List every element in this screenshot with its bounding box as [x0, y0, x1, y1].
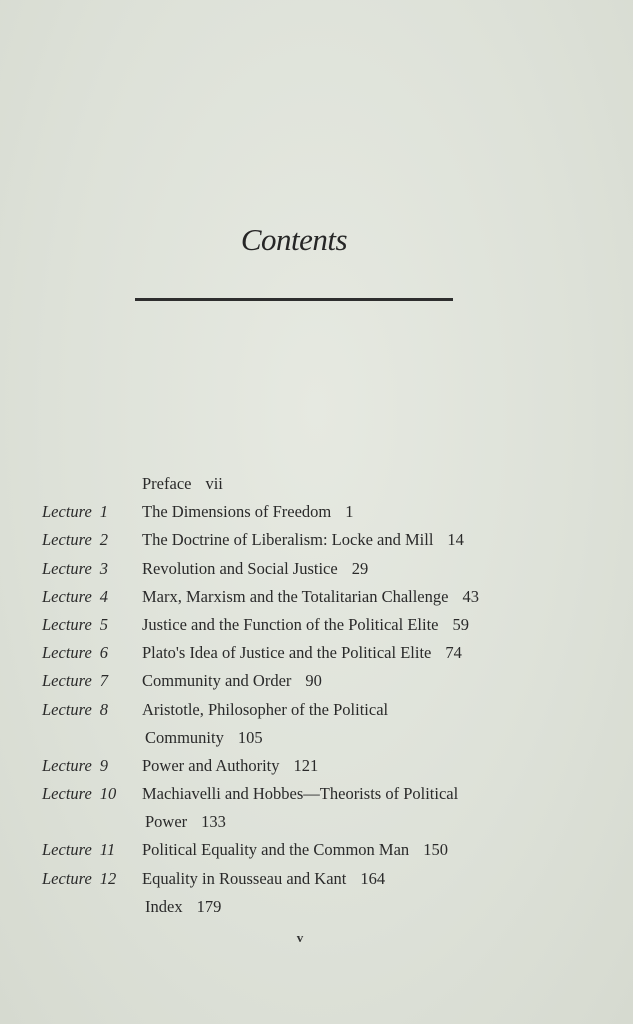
toc-entry-lecture-12 [0, 865, 633, 893]
page-title: Contents [240, 222, 348, 257]
page-number: 105 [237, 727, 263, 747]
lecture-label: Lecture 4 [42, 586, 109, 606]
lecture-label: Lecture 9 [42, 755, 109, 775]
entry-title: Power 133 [145, 812, 226, 832]
lecture-label: Lecture 12 [42, 868, 117, 888]
page-number: 133 [201, 812, 226, 832]
page-number: 74 [445, 643, 462, 663]
table-of-contents [0, 470, 633, 921]
entry-title: Marx, Marxism and the Totalitarian Challenge 43 [142, 586, 479, 606]
toc-entry-lecture-3 [0, 555, 633, 583]
lecture-label: Lecture 7 [42, 671, 109, 691]
entry-title: Community and Order 90 [142, 671, 322, 691]
entry-title: Community 105 [145, 727, 263, 747]
lecture-label: Lecture 3 [42, 558, 109, 578]
entry-title: Political Equality and the Common Man 150 [142, 840, 448, 860]
toc-entry-lecture-6 [0, 639, 633, 667]
toc-entry-lecture-5 [0, 611, 633, 639]
entry-title: Index 179 [145, 896, 222, 916]
lecture-label: Lecture 8 [42, 699, 109, 719]
toc-entry-lecture-11 [0, 836, 633, 864]
toc-entry-lecture-2 [0, 526, 633, 554]
page-number: 179 [196, 896, 222, 916]
page-number: 29 [351, 558, 369, 578]
entry-title: The Dimensions of Freedom 1 [142, 502, 354, 522]
toc-entry-index [0, 893, 633, 921]
toc-entry-lecture-1 [0, 498, 633, 526]
lecture-label: Lecture 1 [42, 502, 109, 522]
toc-entry-lecture-4 [0, 583, 633, 611]
page-number: 14 [447, 530, 464, 550]
toc-entry-lecture-8 [0, 696, 633, 724]
entry-title: Equality in Rousseau and Kant 164 [142, 868, 386, 888]
lecture-label: Lecture 11 [42, 840, 116, 860]
entry-title: Preface vii [142, 474, 223, 493]
page-number: 121 [293, 755, 319, 775]
page-number: 1 [345, 502, 354, 522]
entry-title: Justice and the Function of the Political Elite 59 [142, 614, 469, 634]
entry-title: The Doctrine of Liberalism: Locke and Mill 14 [142, 530, 464, 550]
toc-entry-lecture-10-continued [0, 808, 633, 836]
page-folio: v [296, 930, 304, 945]
entry-title: Revolution and Social Justice 29 [142, 558, 369, 578]
toc-entry-lecture-10 [0, 780, 633, 808]
lecture-label: Lecture 2 [42, 530, 109, 550]
lecture-label: Lecture 5 [42, 614, 109, 634]
toc-entry-preface [0, 470, 633, 498]
page-number: 150 [423, 840, 448, 860]
entry-title: Aristotle, Philosopher of the Political [142, 699, 389, 719]
toc-entry-lecture-8-continued [0, 724, 633, 752]
toc-entry-lecture-9 [0, 752, 633, 780]
lecture-label: Lecture 10 [42, 784, 117, 804]
title-rule [135, 298, 453, 301]
page-number: 59 [452, 614, 469, 634]
entry-title: Plato's Idea of Justice and the Political Elite 74 [142, 643, 462, 663]
page-number: 43 [462, 586, 479, 606]
toc-entry-lecture-7 [0, 667, 633, 695]
page-number: vii [205, 474, 223, 493]
entry-title: Machiavelli and Hobbes—Theorists of Political [142, 784, 459, 804]
page-number: 164 [360, 868, 386, 888]
lecture-label: Lecture 6 [42, 643, 109, 663]
entry-title: Power and Authority 121 [142, 755, 319, 775]
page-number: 90 [305, 671, 322, 691]
